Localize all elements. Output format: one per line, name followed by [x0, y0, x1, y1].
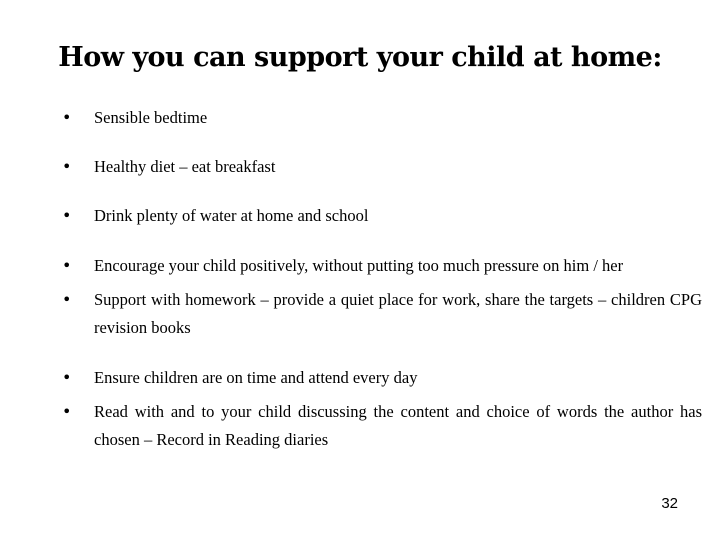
page-number: 32: [661, 495, 678, 512]
bullet-icon: •: [62, 256, 72, 275]
bullet-item-encourage: [62, 252, 702, 280]
bullet-item-sensible-bedtime: [62, 104, 702, 132]
bullet-text: Read with and to your child discussing the content and choice of words the author has chosen – Record in Reading diaries: [94, 402, 702, 449]
bullet-icon: •: [62, 290, 72, 309]
bullet-item-healthy-diet: [62, 153, 702, 181]
bullet-text: Drink plenty of water at home and school: [94, 206, 369, 225]
bullet-item-homework: [62, 286, 702, 342]
bullet-icon: •: [62, 206, 72, 225]
bullet-text: Encourage your child positively, without putting too much pressure on him / her: [94, 256, 624, 275]
bullet-icon: •: [62, 368, 72, 387]
bullet-icon: •: [62, 108, 72, 127]
bullet-item-reading: [62, 398, 702, 454]
bullet-text: Support with homework – provide a quiet place for work, share the targets – children CPG revision books: [94, 290, 702, 337]
slide-title: How you can support your child at home:: [58, 42, 662, 73]
bullet-item-water: [62, 202, 702, 230]
bullet-text: Healthy diet – eat breakfast: [94, 157, 276, 176]
bullet-icon: •: [62, 402, 72, 421]
bullet-item-attendance: [62, 364, 702, 392]
bullet-text: Ensure children are on time and attend every day: [94, 368, 418, 387]
bullet-text: Sensible bedtime: [94, 108, 208, 127]
bullet-icon: •: [62, 157, 72, 176]
